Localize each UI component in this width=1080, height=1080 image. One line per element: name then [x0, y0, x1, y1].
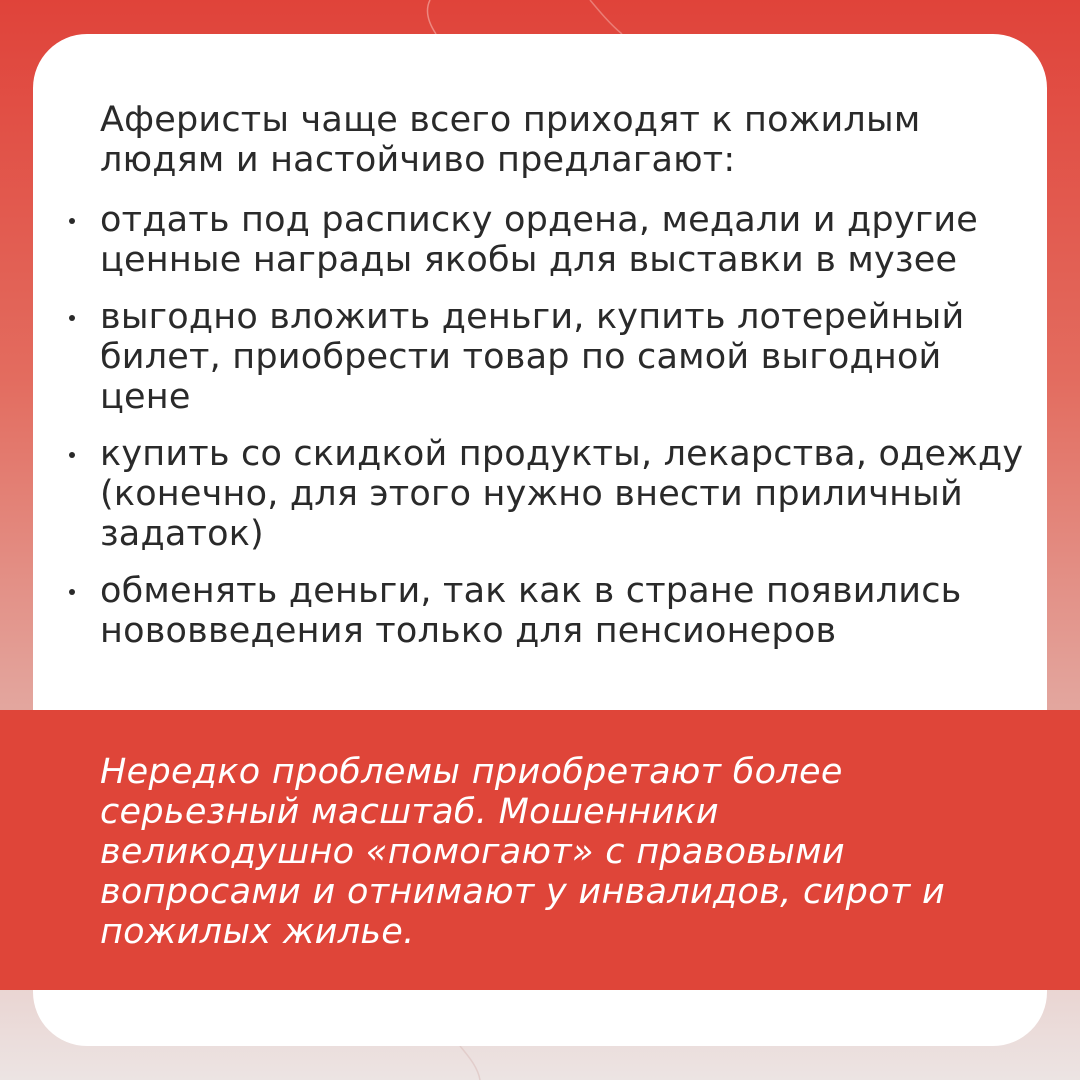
bullet-icon: [69, 452, 75, 458]
list-item-text: купить со скидкой продукты, лекарства, одежду (конечно, для этого нужно внести приличный задаток): [100, 434, 1024, 554]
bullet-icon: [69, 315, 75, 321]
list-item: [66, 297, 1026, 417]
list-item: [66, 200, 1026, 280]
bullet-icon: [69, 218, 75, 224]
list-item-text: выгодно вложить деньги, купить лотерейный билет, приобрести товар по самой выгодной цене: [100, 297, 965, 417]
note-text: Нередко проблемы приобретают более серьезный масштаб. Мошенники великодушно «помогают» с правовыми вопросами и отнимают у инвалидов, сирот и пожилых жилье.: [100, 752, 945, 952]
list-item-text: обменять деньги, так как в стране появились нововведения только для пенсионеров: [100, 571, 962, 651]
list-item-text: отдать под расписку ордена, медали и другие ценные награды якобы для выставки в музее: [100, 200, 979, 280]
intro-text: Аферисты чаще всего приходят к пожилым людям и настойчиво предлагают:: [100, 100, 921, 180]
list-item: [66, 571, 1026, 651]
note-banner: [0, 710, 1080, 990]
bullet-icon: [69, 589, 75, 595]
list-item: [66, 434, 1026, 554]
bullet-list: [66, 200, 1026, 668]
